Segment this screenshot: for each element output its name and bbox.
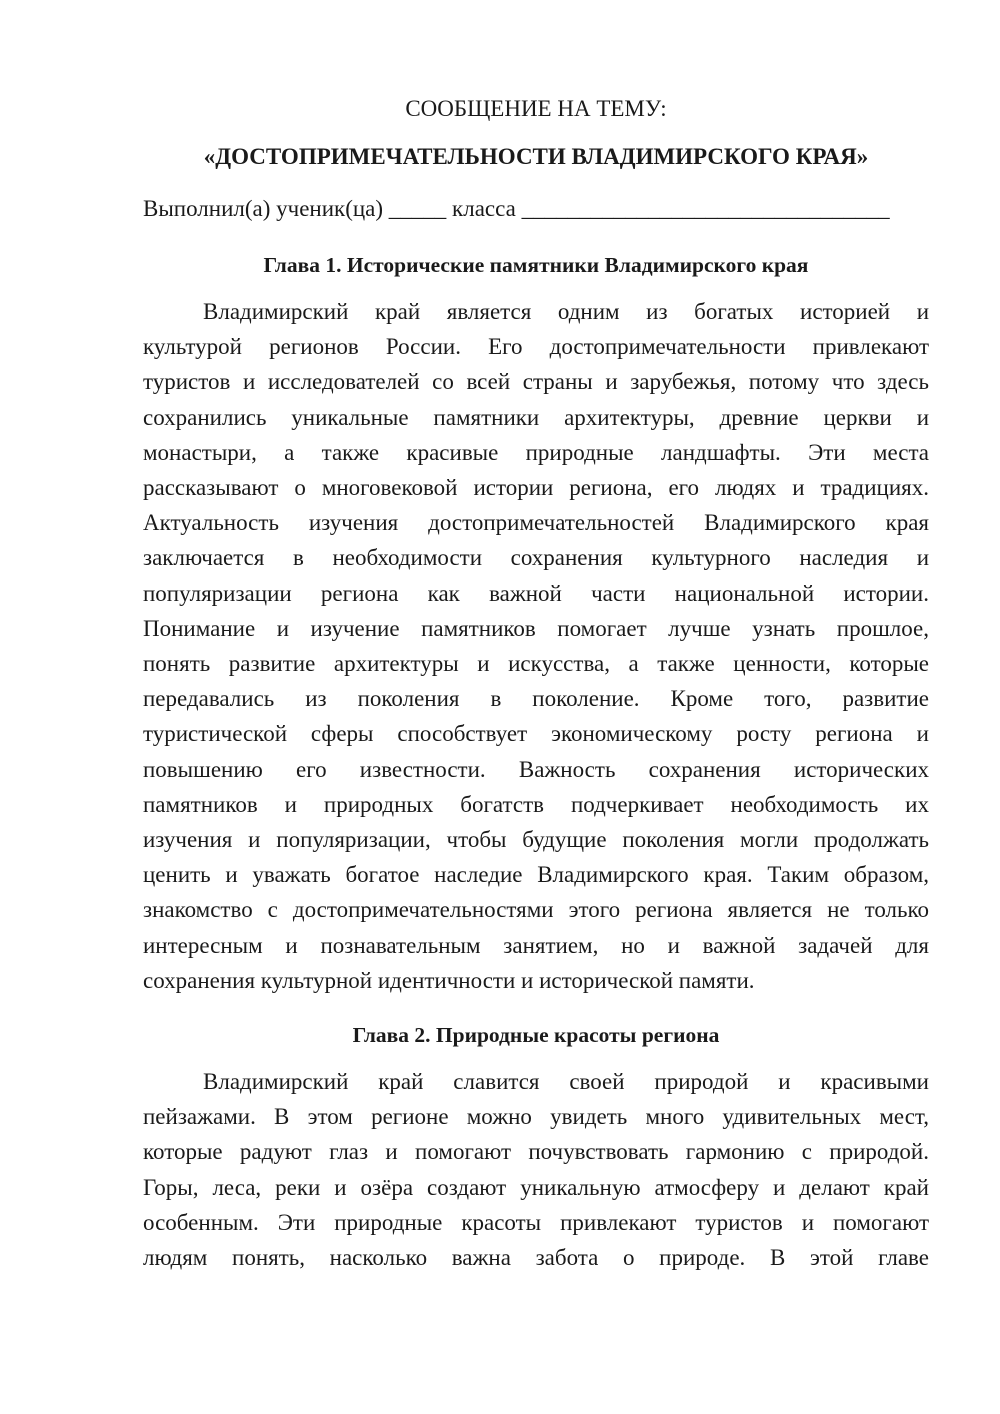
paragraph-line: которые радуют глаз и помогают почувствовать гармонию с природой. [143,1139,929,1165]
paragraph-line: туристов и исследователей со всей страны и зарубежья, потому что здесь [143,369,929,395]
paragraph-line: культурой регионов России. Его достопримечательности привлекают [143,334,929,360]
paragraph-line: памятников и природных богатств подчеркивает необходимость их [143,791,929,817]
paragraph-line: ценить и уважать богатое наследие Владимирского края. Таким образом, [143,862,929,888]
chapter-2-paragraph [143,1064,929,1275]
paragraph-line: особенным. Эти природные красоты привлекают туристов и помогают [143,1209,929,1235]
paragraph-line: Горы, леса, реки и озёра создают уникальную атмосферу и делают край [143,1174,929,1200]
author-line: Выполнил(а) ученик(ца) _____ класса ________________________________ [143,196,890,221]
paragraph-line: интересным и познавательным занятием, но и важной задачей для [143,932,929,958]
paragraph-line: изучения и популяризации, чтобы будущие поколения могли продолжать [143,827,929,853]
paragraph-line: популяризации региона как важной части национальной истории. [143,580,929,606]
document-page [143,92,929,1275]
chapter-1-paragraph [143,294,929,998]
paragraph-line: людям понять, насколько важна забота о природе. В этой главе [143,1245,929,1271]
document-title-line-2: «ДОСТОПРИМЕЧАТЕЛЬНОСТИ ВЛАДИМИРСКОГО КРАЯ» [203,144,869,169]
chapter-2-heading: Глава 2. Природные красоты региона [352,1023,720,1048]
paragraph-line: понять развитие архитектуры и искусства, а также ценности, которые [143,651,929,677]
paragraph-line: передавались из поколения в поколение. Кроме того, развитие [143,686,929,712]
paragraph-line: рассказывают о многовековой истории региона, его людях и традициях. [143,475,929,501]
document-title-line-1: СООБЩЕНИЕ НА ТЕМУ: [405,96,667,121]
paragraph-line: Владимирский край славится своей природой и красивыми [203,1069,929,1095]
paragraph-line: Владимирский край является одним из богатых историей и [203,299,929,324]
paragraph-line: туристической сферы способствует экономическому росту региона и [143,721,929,747]
paragraph-line: пейзажами. В этом регионе можно увидеть много удивительных мест, [143,1104,929,1130]
paragraph-line: заключается в необходимости сохранения культурного наследия и [143,545,929,571]
chapter-1-heading: Глава 1. Исторические памятники Владимирского края [263,253,809,277]
paragraph-line: повышению его известности. Важность сохранения исторических [143,756,929,782]
paragraph-line: сохранения культурной идентичности и исторической памяти. [143,967,755,993]
paragraph-line: знакомство с достопримечательностями этого региона является не только [143,897,929,923]
paragraph-line: Актуальность изучения достопримечательностей Владимирского края [143,510,929,536]
paragraph-line: монастыри, а также красивые природные ландшафты. Эти места [143,439,929,465]
paragraph-line: сохранились уникальные памятники архитектуры, древние церкви и [143,404,929,430]
paragraph-line: Понимание и изучение памятников помогает лучше узнать прошлое, [143,615,929,641]
